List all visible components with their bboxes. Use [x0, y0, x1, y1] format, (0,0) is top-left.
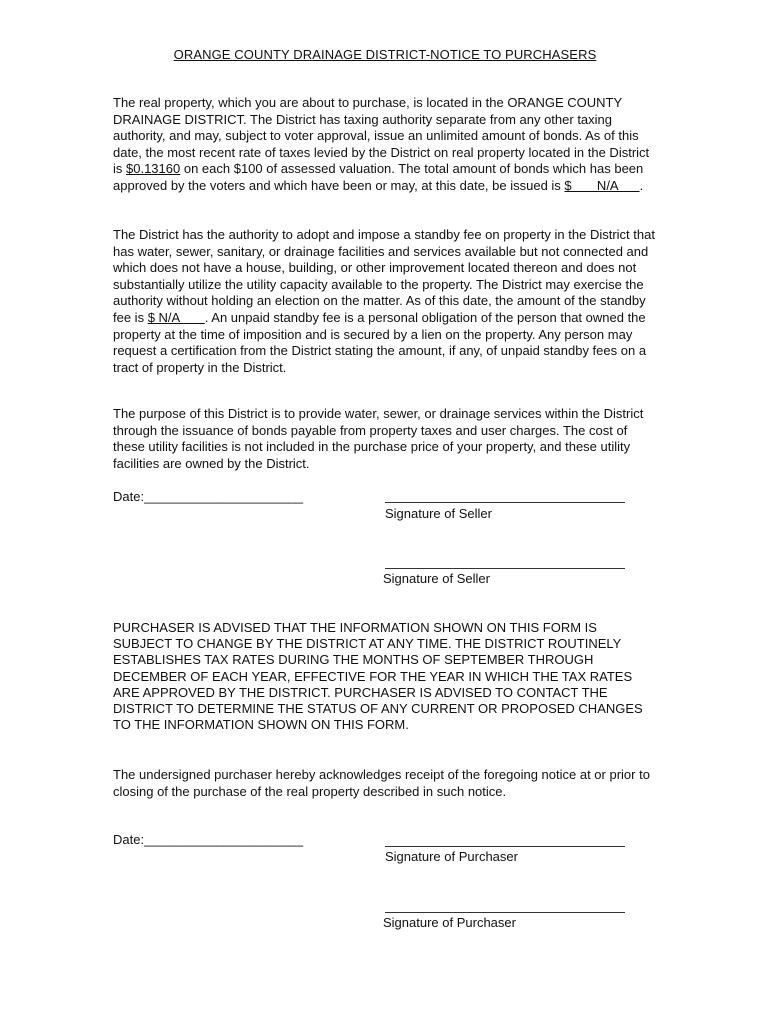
tax-rate-value: $0.13160	[126, 161, 181, 177]
para1-text-b: on each $100 of assessed valuation. The total amount of bonds which has been approved by the voters and which have been or may, at this date, be issued is	[113, 161, 644, 193]
purchaser-signature-label-1: Signature of Purchaser	[385, 849, 518, 864]
para1-text-c: .	[639, 177, 644, 193]
district-tax-paragraph	[113, 95, 661, 195]
seller-signature-line-2	[385, 568, 625, 569]
seller-signature-line-1	[385, 502, 625, 503]
document-title: ORANGE COUNTY DRAINAGE DISTRICT-NOTICE TO PURCHASERS	[173, 47, 597, 62]
purchaser-acknowledgement: The undersigned purchaser hereby acknowledges receipt of the foregoing notice at or prior to closing of the purchase of the real property described in such notice.	[113, 767, 650, 799]
district-purpose-paragraph: The purpose of this District is to provide water, sewer, or drainage services within the District through the issuance of bonds payable from property taxes and user charges. The cost of these utility facilities is not included in the purchase price of your property, and these utility facilities are owned by the District.	[113, 406, 644, 471]
purchaser-signature-line-2	[385, 912, 625, 913]
seller-signature-label-2: Signature of Seller	[383, 571, 490, 586]
purchaser-date-field: Date:______________________	[113, 832, 304, 847]
purchaser-advisory-notice: PURCHASER IS ADVISED THAT THE INFORMATION SHOWN ON THIS FORM IS SUBJECT TO CHANGE BY THE DISTRICT AT ANY TIME. THE DISTRICT ROUTINELY ESTABLISHES TAX RATES DURING THE MONTHS OF SEPTEMBER THROUGH DECEMBER OF EACH YEAR, EFFECTIVE FOR THE YEAR IN WHICH THE TAX RATES ARE APPROVED BY THE DISTRICT. PURCHASER IS ADVISED TO CONTACT THE DISTRICT TO DETERMINE THE STATUS OF ANY CURRENT OR PROPOSED CHANGES TO THE INFORMATION SHOWN ON THIS FORM.	[113, 620, 643, 733]
standby-fee-value: $ N/A	[147, 309, 205, 325]
para2-text-a: The District has the authority to adopt and impose a standby fee on property in the District that has water, sewer, sanitary, or drainage facilities and services available but not connected and which does not have a house, building, or other improvement located thereon and does not substantially utilize the utility capacity available to the property. The District may exercise the authority without holding an election on the matter. As of this date, the amount of the standby fee is	[113, 227, 655, 325]
bond-amount-value: $ N/A	[564, 177, 640, 193]
purchaser-signature-label-2: Signature of Purchaser	[383, 915, 516, 930]
standby-fee-paragraph	[113, 227, 661, 376]
seller-date-field: Date:______________________	[113, 489, 304, 504]
para2-text-b: . An unpaid standby fee is a personal obligation of the person that owned the property at the time of imposition and is secured by a lien on the property. Any person may request a certification from the District stating the amount, if any, of unpaid standby fees on a tract of property in the District.	[113, 309, 647, 375]
purchaser-signature-line-1	[385, 846, 625, 847]
seller-signature-label-1: Signature of Seller	[385, 506, 492, 521]
para1-text-a: The real property, which you are about to purchase, is located in the ORANGE COUNTY DRAINAGE DISTRICT. The District has taxing authority separate from any other taxing authority, and may, subject to voter approval, issue an unlimited amount of bonds. As of this date, the most recent rate of taxes levied by the District on real property located in the District is	[113, 95, 650, 177]
